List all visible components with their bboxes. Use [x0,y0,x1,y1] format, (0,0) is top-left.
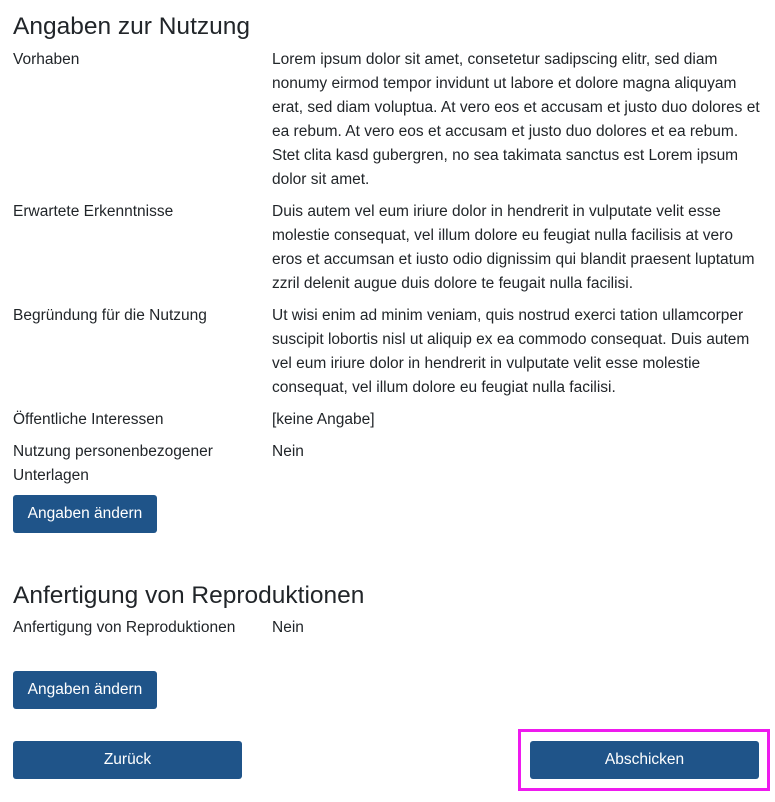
row-label: Erwartete Erkenntnisse [13,203,174,220]
row-label: Begründung für die Nutzung [13,307,207,324]
edit-reproductions-button[interactable]: Angaben ändern [13,671,157,709]
row-value: Ut wisi enim ad minim veniam, quis nostrud exerci tation ullamcorper suscipit lobortis nisl ut aliquip ex ea commodo consequat. Duis autem vel eum iriure dolor in hendrerit in vulputate velit esse molestie consequat, vel illum dolore eu feugiat nulla facilisi. [272,307,750,396]
usage-section-title: Angaben zur Nutzung [13,13,250,40]
submit-button[interactable]: Abschicken [530,741,759,779]
row-label: Öffentliche Interessen [13,411,164,428]
row-value: [keine Angabe] [272,411,375,428]
row-label: Anfertigung von Reproduktionen [13,619,236,636]
row-label: Vorhaben [13,51,80,68]
reproductions-section-title: Anfertigung von Reproduktionen [13,582,365,609]
edit-usage-button[interactable]: Angaben ändern [13,495,157,533]
row-value: Duis autem vel eum iriure dolor in hendrerit in vulputate velit esse molestie consequat, vel illum dolore eu feugiat nulla facilisis at vero eros et accumsan et iusto odio dignissim qui blandit praesent luptatum zzril delenit augue duis dolore te feugait nulla facilisi. [272,203,755,292]
row-value: Nein [272,619,304,636]
row-value: Lorem ipsum dolor sit amet, consetetur sadipscing elitr, sed diam nonumy eirmod tempor invidunt ut labore et dolore magna aliquyam erat, sed diam voluptua. At vero eos et accusam et justo duo dolores et ea rebum. At vero eos et accusam et justo duo dolores et ea rebum. Stet clita kasd gubergren, no sea takimata sanctus est Lorem ipsum dolor sit amet. [272,51,760,188]
back-button[interactable]: Zurück [13,741,242,779]
row-label: Nutzung personenbezogener Unterlagen [13,443,213,484]
row-value: Nein [272,443,304,460]
